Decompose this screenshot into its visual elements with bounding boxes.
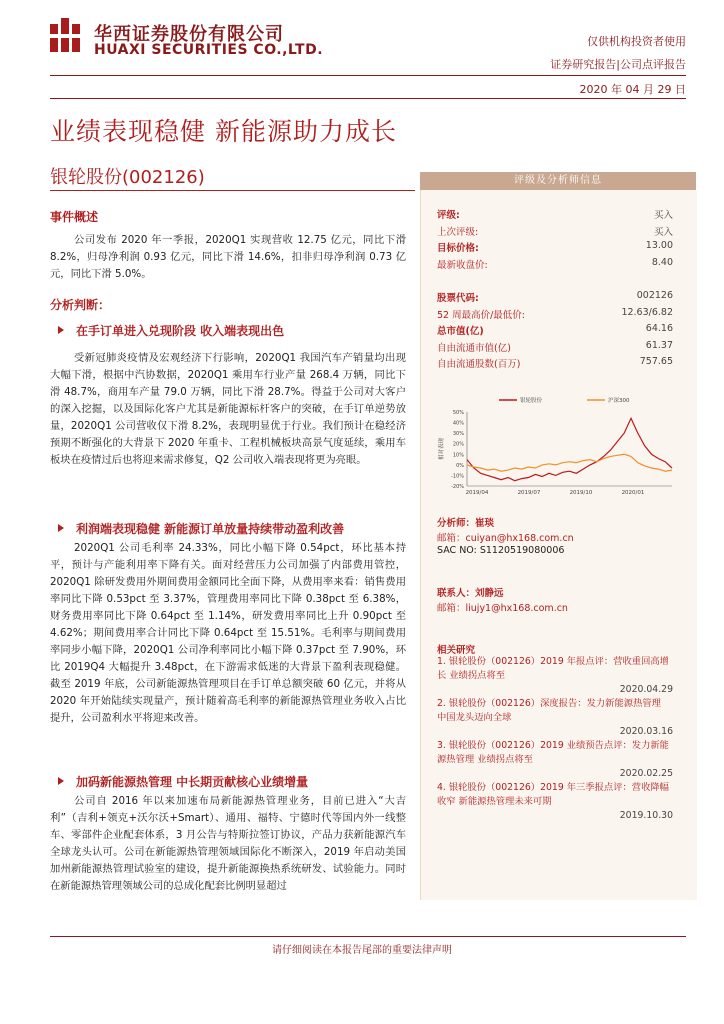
- audience-note: 仅供机构投资者使用: [587, 35, 686, 48]
- event-section-title: 事件概述: [50, 210, 99, 224]
- series-line-1: [467, 454, 672, 471]
- analyst-1-name: 分析师：崔琰: [437, 518, 495, 529]
- related-report-item[interactable]: [437, 697, 673, 739]
- related-report-item[interactable]: [437, 781, 673, 823]
- bullet-3-label: 加码新能源热管理 中长期贡献核心业绩增量: [76, 775, 309, 789]
- triangle-icon: [58, 326, 64, 334]
- rating-value: 8.40: [651, 256, 673, 268]
- x-tick-label: 2019/10: [569, 490, 593, 496]
- contact-name: 联系人：刘静远: [437, 588, 504, 599]
- analyst-1-sac: SAC NO: S1120519080006: [437, 545, 565, 556]
- bullet-3-text: 公司自 2016 年以来加速布局新能源热管理业务，目前已进入“大吉利”（吉利+领克+沃尔沃+Smart）、通用、福特、宁德时代等国内外一线整车、零部件企业配套体系，3 月公告与特斯拉签订协议，产品力获新能源汽车全球龙头认可。公司在新能源热管理领域国际化不断深入，2019 年启动美国加州新能源热管理试验室的建设，提升新能源换热系统研发、试验能力。同时在新能源热管理领域公司的总成化配套比例明显超过: [50, 795, 406, 892]
- triangle-icon: [58, 777, 64, 785]
- analyst-1-email[interactable]: 邮箱：cuiyan@hx168.com.cn: [437, 533, 574, 544]
- report-type: 证券研究报告|公司点评报告: [550, 58, 686, 71]
- rating-label: 上次评级:: [437, 226, 479, 238]
- x-tick-label: 2019/04: [465, 490, 489, 496]
- stats-row: [437, 356, 673, 370]
- series-line-0: [467, 418, 672, 480]
- x-tick-label: 2020/01: [621, 490, 645, 496]
- stats-row: [437, 340, 673, 354]
- header-divider: [50, 75, 686, 76]
- bullet-1-label: 在手订单进入兑现阶段 收入端表现出色: [76, 324, 285, 338]
- bullet-2-text: 2020Q1 公司毛利率 24.33%，同比小幅下降 0.54pct，环比基本持平，预计与产能利用率下降有关。面对经营压力公司加强了内部费用管控，2020Q1 除研发费用外期间费用金额同比全面下降，从费用率来看：销售费用率同比下降 0.53pct 至 3.37%，管理费用率同比下降 0.38pct 至 6.38%，财务费用率同比下降 0.64pct 至 1.14%，研发费用率同比上升 0.90pct 至 4.62%；期间费用率合计同比下降 0.64pct 至 15.51%。毛利率与期间费用率同步小幅下降，2020Q1 公司净利率同比小幅下降 0.37pct 至 7.90%，环比 2019Q4 大幅提升 3.48pct，在下游需求低迷的大背景下盈利表现稳健。截至 2019 年底，公司新能源热管理项目在手订单总额突破 60 亿元，并将从 2020 年开始陆续实现量产，预计随着高毛利率的新能源热管理业务收入占比提升，公司盈利水平将迎来改善。: [50, 542, 406, 724]
- company-name-cn: 华西证券股份有限公司: [94, 24, 284, 45]
- rating-row: [437, 224, 673, 238]
- rating-label: 最新收盘价:: [437, 259, 488, 271]
- bullet-2-title: [58, 520, 344, 537]
- rating-value: 买入: [653, 226, 673, 238]
- bullet-1-text: 受新冠肺炎疫情及宏观经济下行影响，2020Q1 我国汽车产销量均出现大幅下滑，根据中汽协数据，2020Q1 乘用车行业产量 268.4 万辆，同比下滑 48.7%，商用车产量 79.0 万辆，同比下滑 28.7%。得益于公司对大客户的深入挖掘，以及国际化客户尤其是新能源标杆客户的突破，在手订单逆势放量，2020Q1 公司营收仅下滑 8.2%，表现明显优于行业。我们预计在稳经济预期不断强化的大背景下 2020 年重卡、工程机械板块高景气度延续，乘用车板块在疫情过后也将迎来需求修复，Q2 公司收入端表现将更为亮眼。: [50, 352, 406, 466]
- analysis-section-title: 分析判断：: [50, 298, 111, 312]
- y-tick-label: 20%: [452, 441, 464, 448]
- footer-divider: [50, 936, 686, 937]
- rating-label: 评级:: [437, 210, 460, 221]
- related-report-item[interactable]: [437, 739, 673, 781]
- y-tick-label: 50%: [452, 410, 464, 416]
- bullet-1-title: [58, 322, 284, 339]
- related-report-title: 4. 银轮股份（002126）2019 年三季报点评：营收降幅收窄 新能源热管理未来可期: [437, 782, 669, 807]
- contact-email[interactable]: 邮箱：liujy1@hx168.com.cn: [437, 603, 568, 614]
- stats-value: 64.16: [645, 323, 673, 334]
- rating-value: 13.00: [645, 240, 673, 251]
- date-divider: [50, 98, 686, 99]
- related-report-date: 2020.03.16: [619, 726, 673, 737]
- stats-label: 总市值(亿): [437, 326, 484, 337]
- y-tick-label: 40%: [452, 420, 464, 427]
- stats-row: [437, 307, 673, 321]
- rating-row: [437, 240, 673, 254]
- legend-label-1: 沪深300: [608, 398, 630, 404]
- y-tick-label: -20%: [451, 484, 464, 490]
- stats-value: 61.37: [645, 339, 673, 351]
- bullet-2-label: 利润端表现稳健 新能源订单放量持续带动盈利改善: [76, 522, 345, 536]
- company-name-en: HUAXI SECURITIES CO.,LTD.: [94, 42, 324, 58]
- stats-label: 自由流通股数(百万): [437, 359, 521, 370]
- stock-divider: [50, 190, 415, 191]
- y-tick-label: 30%: [452, 431, 464, 438]
- rating-row: [437, 207, 673, 221]
- report-date: 2020 年 04 月 29 日: [579, 83, 686, 96]
- report-title: 业绩表现稳健 新能源助力成长: [50, 117, 397, 146]
- y-tick-label: 0%: [456, 462, 464, 469]
- rating-label: 目标价格:: [437, 243, 479, 254]
- bullet-3-title: [58, 773, 308, 790]
- related-report-date: 2020.04.29: [619, 684, 673, 695]
- stats-label: 自由流通市值(亿): [437, 342, 511, 354]
- stats-row: [437, 323, 673, 337]
- event-text: 公司发布 2020 年一季报，2020Q1 实现营收 12.75 亿元，同比下滑 8.2%，归母净利润 0.93 亿元，同比下滑 14.6%，扣非归母净利润 0.73 亿元，同比下滑 5.0%。: [50, 234, 406, 280]
- related-report-date: 2019.10.30: [619, 810, 673, 821]
- sidebar-header: 评级及分析师信息: [420, 172, 696, 190]
- triangle-icon: [58, 524, 64, 532]
- legal-notice: 请仔细阅读在本报告尾部的重要法律声明: [272, 945, 452, 956]
- related-research-title: 相关研究: [437, 645, 476, 656]
- rating-row: [437, 257, 673, 271]
- company-logo: [50, 18, 80, 52]
- stats-label: 52 周最高价/最低价:: [437, 309, 526, 321]
- related-report-title: 2. 银轮股份（002126）深度报告：发力新能源热管理 中国龙头迈向全球: [437, 698, 661, 723]
- stats-value: 002126: [636, 290, 673, 301]
- stats-value: 12.63/6.82: [621, 306, 673, 318]
- stock-name: 银轮股份(002126): [50, 167, 205, 188]
- related-report-date: 2020.02.25: [619, 768, 673, 779]
- relative-performance-chart: [437, 390, 677, 502]
- related-report-title: 1. 银轮股份（002126）2019 年报点评：营收重回高增长 业绩拐点将至: [437, 656, 669, 681]
- stats-value: 757.65: [639, 356, 673, 367]
- stats-row: [437, 290, 673, 304]
- x-tick-label: 2019/07: [517, 490, 541, 496]
- y-axis-label: 相对表现: [439, 437, 445, 461]
- related-report-title: 3. 银轮股份（002126）2019 业绩预告点评：发力新能源热管理 业绩拐点将至: [437, 740, 669, 765]
- rating-value: 买入: [653, 210, 673, 221]
- y-tick-label: -10%: [451, 473, 464, 480]
- y-tick-label: 10%: [452, 452, 464, 459]
- stats-label: 股票代码:: [437, 293, 479, 304]
- legend-label-0: 银轮股份: [520, 398, 543, 404]
- related-report-item[interactable]: [437, 655, 673, 697]
